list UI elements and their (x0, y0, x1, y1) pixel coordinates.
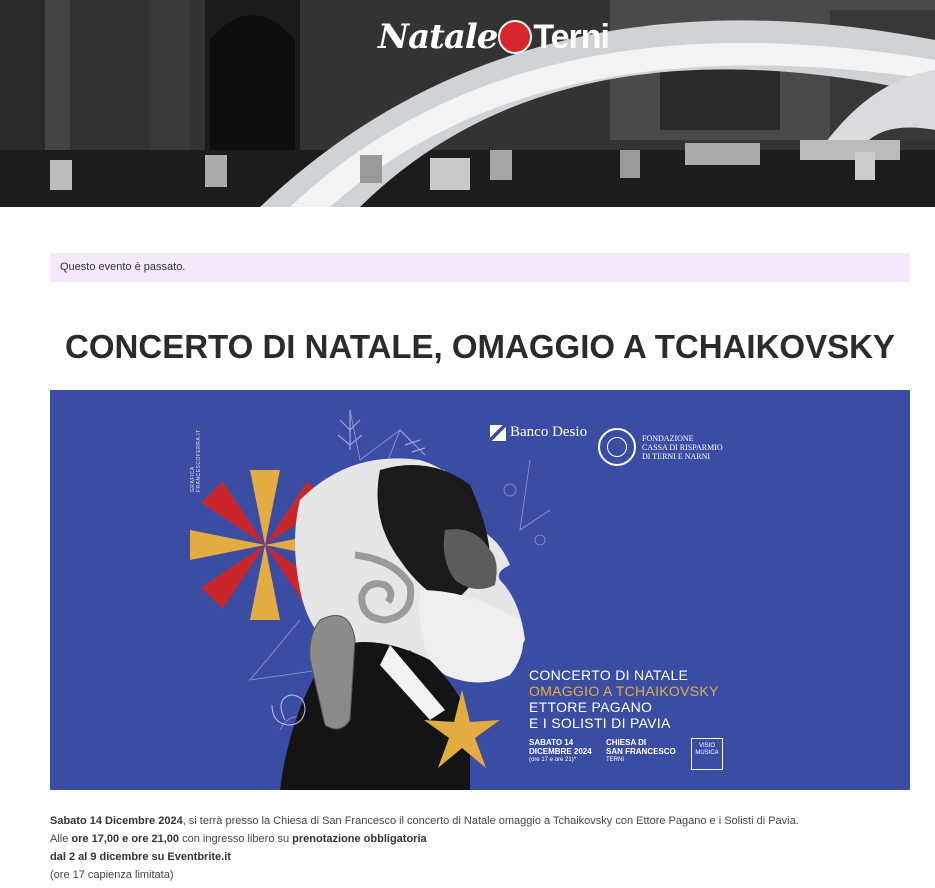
sponsor-fondazione (598, 428, 723, 466)
desc-text: , si terrà presso la Chiesa di San Francesco il concerto di Natale omaggio a Tchaikovsky con Ettore Pagano e i Solisti di Pavia. (182, 815, 799, 827)
sponsor-banco-desio (490, 424, 587, 441)
event-title: CONCERTO DI NATALE, OMAGGIO A TCHAIKOVSKY (65, 328, 895, 365)
event-poster (50, 390, 910, 790)
past-event-notice: Questo evento è passato. (50, 253, 910, 282)
sponsor2-line: CASSA DI RISPARMIO (642, 442, 723, 452)
desc-times: ore 17,00 e ore 21,00 (71, 833, 180, 845)
site-logo[interactable] (378, 14, 609, 60)
hero-banner (0, 0, 935, 207)
poster-date-line: DICEMBRE 2024 (529, 747, 592, 756)
sponsor1-name: Banco Desio (510, 424, 588, 440)
desc-paragraph-4: (ore 17 capienza limitata) (50, 869, 174, 881)
logo-red-circle (498, 20, 532, 54)
fondazione-seal-icon (598, 428, 636, 466)
visio-musica-logo (691, 738, 723, 770)
poster-artwork (50, 390, 910, 790)
org-logo-line: MUSICA (695, 750, 719, 756)
desc-booking-dates: dal 2 al 9 dicembre su Eventbrite.it (50, 851, 231, 863)
poster-line-performer: ETTORE PAGANO (529, 699, 653, 715)
poster-venue-line: CHIESA DI (606, 738, 647, 747)
poster-line-concert: CONCERTO DI NATALE (529, 667, 689, 683)
poster-venue-line: SAN FRANCESCO (606, 747, 676, 756)
poster-venue (606, 738, 676, 765)
sponsor2-line: FONDAZIONE (642, 433, 694, 443)
poster-times: (ore 17 e ore 21)* (529, 757, 577, 763)
poster-date-line: SABATO 14 (529, 738, 574, 747)
banco-desio-logo-icon (490, 425, 506, 441)
desc-paragraph-2 (50, 830, 910, 848)
desc-date: Sabato 14 Dicembre 2024 (50, 815, 183, 827)
desc-text: con ingresso libero su (179, 833, 293, 845)
poster-line-homage: OMAGGIO A TCHAIKOVSKY (529, 683, 719, 699)
logo-word-natale: Natale (378, 17, 498, 57)
poster-line-ensemble: E I SOLISTI DI PAVIA (529, 715, 671, 731)
desc-text: Alle (50, 833, 72, 845)
desc-paragraph-3 (50, 848, 910, 866)
sponsor2-text (642, 434, 723, 461)
desc-booking: prenotazione obbligatoria (292, 833, 427, 845)
sponsor2-line: DI TERNI E NARNI (642, 451, 711, 461)
event-description (50, 812, 910, 884)
org-logo-line: VISIO (698, 743, 715, 749)
poster-credit: GRAFICA FRANCESCOFERRA.IT (190, 429, 202, 492)
poster-city: TERNI (606, 757, 624, 763)
logo-word-terni: Terni (533, 17, 610, 56)
poster-date (529, 738, 592, 765)
desc-paragraph-1 (50, 812, 910, 830)
